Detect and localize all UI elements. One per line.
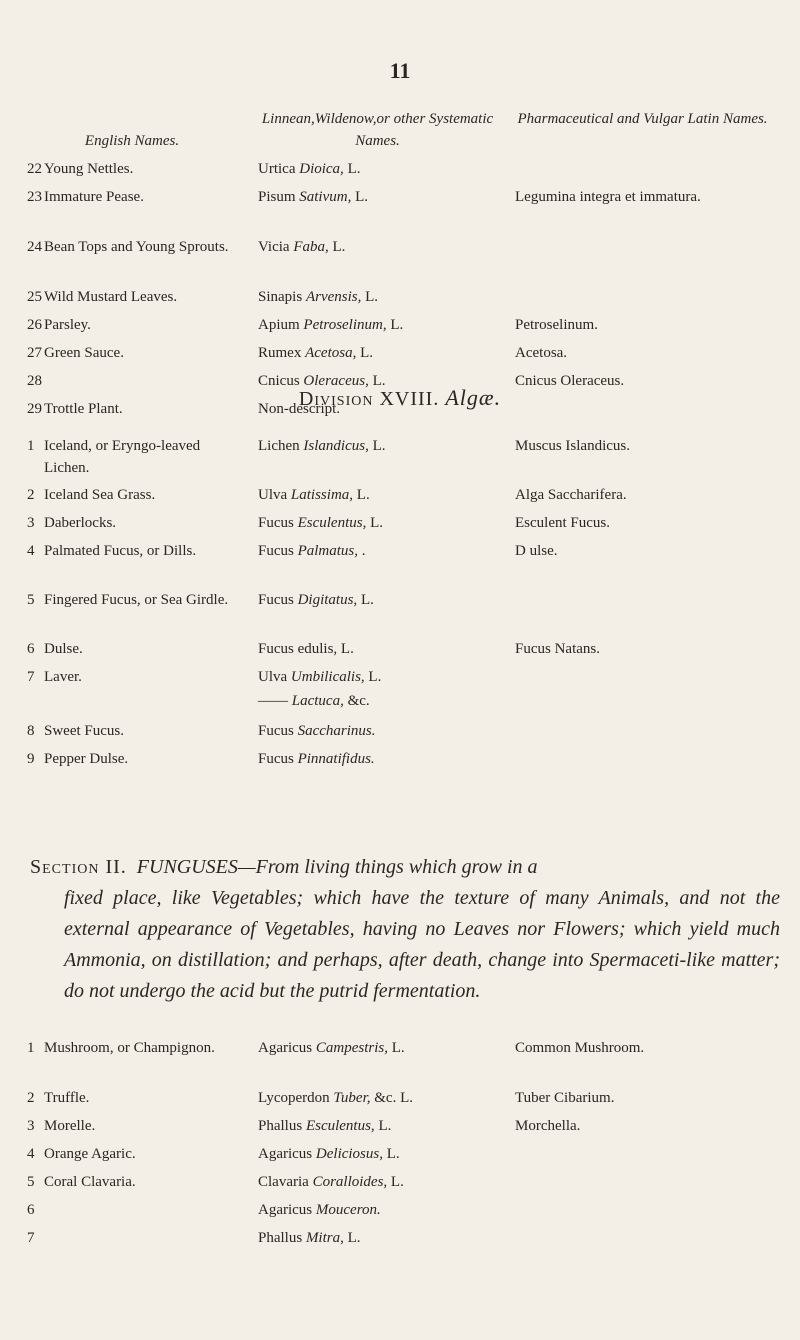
entry-number: 7 [27,1230,35,1246]
systematic-name [258,1171,506,1193]
english-name: Mushroom, or Champignon. [44,1040,215,1056]
species: Tuber, [333,1090,371,1106]
page-number: 11 [389,58,411,83]
table-row [0,484,800,512]
author: L. [364,669,382,685]
genus: Agaricus [258,1040,313,1056]
species: Arvensis, [305,289,362,305]
systematic-name [258,690,506,712]
systematic-name [258,286,506,308]
table-row [0,186,800,236]
author: L. [386,317,404,333]
genus: Ulva [258,487,288,503]
systematic-name [258,1227,506,1249]
systematic-name [258,1199,506,1221]
species: Coralloides, [312,1174,388,1190]
table-row [0,1227,800,1255]
author: L. [374,1118,392,1134]
english-name: Bean Tops and Young Sprouts. [44,239,229,255]
entry-number: 9 [27,751,35,767]
genus: Vicia [258,239,290,255]
pharmaceutical-name: Legumina integra et immatura. [515,189,701,205]
systematic-name [258,484,506,506]
author: L. [361,289,379,305]
genus: Fucus [258,751,294,767]
entry-number: 29 [27,401,42,417]
table-row [0,1087,800,1115]
systematic-name [258,1037,506,1059]
author: L. [368,438,386,454]
table-row [0,286,800,314]
entry-number: 23 [27,189,42,205]
section-label: Section II. [30,856,127,878]
pharmaceutical-name: Acetosa. [515,345,568,361]
genus: Agaricus [258,1146,313,1162]
english-name: Laver. [44,669,82,685]
table-row [0,158,800,186]
pharmaceutical-name: Muscus Islandicus. [515,438,630,454]
entry-number: 25 [27,289,42,305]
table-row [0,666,800,690]
genus: Phallus [258,1230,303,1246]
species: Pinnatifidus. [297,751,375,767]
english-name: Parsley. [44,317,91,333]
species: Mitra, [305,1230,344,1246]
author: L. [351,189,369,205]
genus: Cnicus [258,373,300,389]
systematic-name [258,435,506,457]
species: Faba, [293,239,329,255]
species: Saccharinus. [297,723,376,739]
pharmaceutical-name: D ulse. [515,543,558,559]
systematic-name [258,236,506,258]
entry-number: 22 [27,161,42,177]
english-name: Pepper Dulse. [44,751,129,767]
systematic-name [258,158,506,180]
entry-number: 8 [27,723,35,739]
entry-number: 5 [27,1174,35,1190]
table-row [0,1143,800,1171]
entry-number: 4 [27,1146,35,1162]
english-name: Iceland Sea Grass. [44,487,156,503]
systematic-name [258,638,506,660]
english-name: Orange Agaric. [44,1146,136,1162]
genus: Fucus [258,543,294,559]
author: L. [388,1040,405,1056]
table-row [0,314,800,342]
genus: Pisum [258,189,296,205]
genus: Urtica [258,161,296,177]
entry-number: 24 [27,239,42,255]
author: L. [343,161,361,177]
genus: Apium [258,317,300,333]
species: Campestris, [315,1040,388,1056]
entry-number: 1 [27,1040,35,1056]
genus: Sinapis [258,289,303,305]
genus: Fucus [258,515,294,531]
pharmaceutical-name: Common Mushroom. [515,1040,645,1056]
species: Palmatus, [297,543,359,559]
pharmaceutical-name: Petroselinum. [515,317,598,333]
species: Digitatus, [297,592,358,608]
english-name: Truffle. [44,1090,90,1106]
english-name: Dulse. [44,641,83,657]
english-name: Daberlocks. [44,515,117,531]
english-name: Trottle Plant. [44,401,123,417]
entry-number: 3 [27,515,35,531]
author: L. [366,515,384,531]
species: Mouceron. [315,1202,381,1218]
systematic-name [258,540,506,562]
division-label: Division XVIII. [298,388,440,410]
genus: Lycoperdon [258,1090,330,1106]
genus: Ulva [258,669,288,685]
table-row [0,236,800,286]
systematic-name [258,1115,506,1137]
english-name: Green Sauce. [44,345,124,361]
entry-number: 5 [27,592,35,608]
species: Umbilicalis, [290,669,365,685]
section-heading [30,852,780,1007]
author: L. [343,1230,361,1246]
table-row [0,1037,800,1087]
systematic-name [258,589,506,611]
author: L. [387,1174,404,1190]
systematic-name [258,512,506,534]
systematic-name [258,1087,506,1109]
table-row [0,1115,800,1143]
pharmaceutical-name: Morchella. [515,1118,581,1134]
entry-number: 2 [27,1090,35,1106]
table-row [0,342,800,370]
genus: Phallus [258,1118,303,1134]
table-row [0,435,800,484]
species: Petroselinum, [303,317,387,333]
table-row [0,1199,800,1227]
table-row [0,589,800,638]
entry-number: 6 [27,1202,35,1218]
table-row [0,540,800,589]
author: L. [328,239,346,255]
genus: —— [258,693,288,709]
entry-number: 1 [27,438,35,454]
species: Oleraceus, [303,373,369,389]
pharmaceutical-name: Esculent Fucus. [515,515,610,531]
division-name: Algæ. [445,385,502,410]
genus: Non-descript. [258,401,341,417]
author: L. [356,345,373,361]
genus: Fucus [258,592,294,608]
species: Latissima, [290,487,354,503]
author: &c. [343,693,370,709]
table-row [0,720,800,748]
species: Esculentus, [297,515,367,531]
english-name: Sweet Fucus. [44,723,124,739]
table-row [0,1171,800,1199]
entry-number: 7 [27,669,35,685]
entry-number: 28 [27,373,42,389]
author: L. [382,1146,400,1162]
english-name: Palmated Fucus, or Dills. [44,543,197,559]
author: . [358,543,366,559]
pharmaceutical-name: Alga Saccharifera. [515,487,627,503]
genus: Fucus edulis, L. [258,641,354,657]
english-name: Immature Pease. [44,189,144,205]
section-text-rest: fixed place, like Vegetables; which have the texture of many Animals, and not the external appearance of Vegetables, having no Leaves nor Flowers; which yield much Ammonia, on distillation; and perhaps, after death, change into Spermaceti-like matter; do not undergo the acid but the putrid fermentation. [64,887,780,1002]
systematic-name [258,666,506,688]
author: L. [368,373,386,389]
english-name: Fingered Fucus, or Sea Girdle. [44,592,229,608]
section-text-first: FUNGUSES—From living things which grow in a [136,856,538,878]
entry-number: 4 [27,543,35,559]
author: &c. L. [370,1090,414,1106]
header-english-names: English Names. [84,133,180,149]
pharmaceutical-name: Fucus Natans. [515,641,600,657]
species: Acetosa, [305,345,357,361]
systematic-name [258,342,506,364]
species: Esculentus, [305,1118,375,1134]
pharmaceutical-name: Tuber Cibarium. [515,1090,615,1106]
author: L. [357,592,374,608]
species: Deliciosus, [315,1146,383,1162]
genus: Lichen [258,438,300,454]
english-name: Wild Mustard Leaves. [44,289,178,305]
systematic-name [258,720,506,742]
table-row [0,638,800,666]
english-name: Young Nettles. [44,161,134,177]
systematic-name [258,748,506,770]
table-row [0,512,800,540]
entry-number: 26 [27,317,42,333]
genus: Rumex [258,345,302,361]
genus: Fucus [258,723,294,739]
genus: Agaricus [258,1202,313,1218]
division-title [0,385,800,411]
english-name: Coral Clavaria. [44,1174,136,1190]
species: Islandicus, [303,438,369,454]
author: L. [353,487,370,503]
table-row [0,690,800,720]
entry-number: 27 [27,345,42,361]
column-headers [0,108,800,158]
english-name: Morelle. [44,1118,96,1134]
species: Dioica, [299,161,344,177]
entry-number: 6 [27,641,35,657]
header-systematic-names: Linnean,Wildenow,or other Systematic Names. [261,111,494,149]
systematic-name [258,1143,506,1165]
systematic-name [258,186,506,208]
english-name: Iceland, or Eryngo-leaved Lichen. [44,438,201,476]
species: Lactuca, [291,693,344,709]
entry-number: 2 [27,487,35,503]
genus: Clavaria [258,1174,309,1190]
species: Sativum, [299,189,352,205]
table-row [0,748,800,776]
header-pharmaceutical-names: Pharmaceutical and Vulgar Latin Names. [517,111,768,127]
pharmaceutical-name: Cnicus Oleraceus. [515,373,625,389]
entry-number: 3 [27,1118,35,1134]
systematic-name [258,314,506,336]
